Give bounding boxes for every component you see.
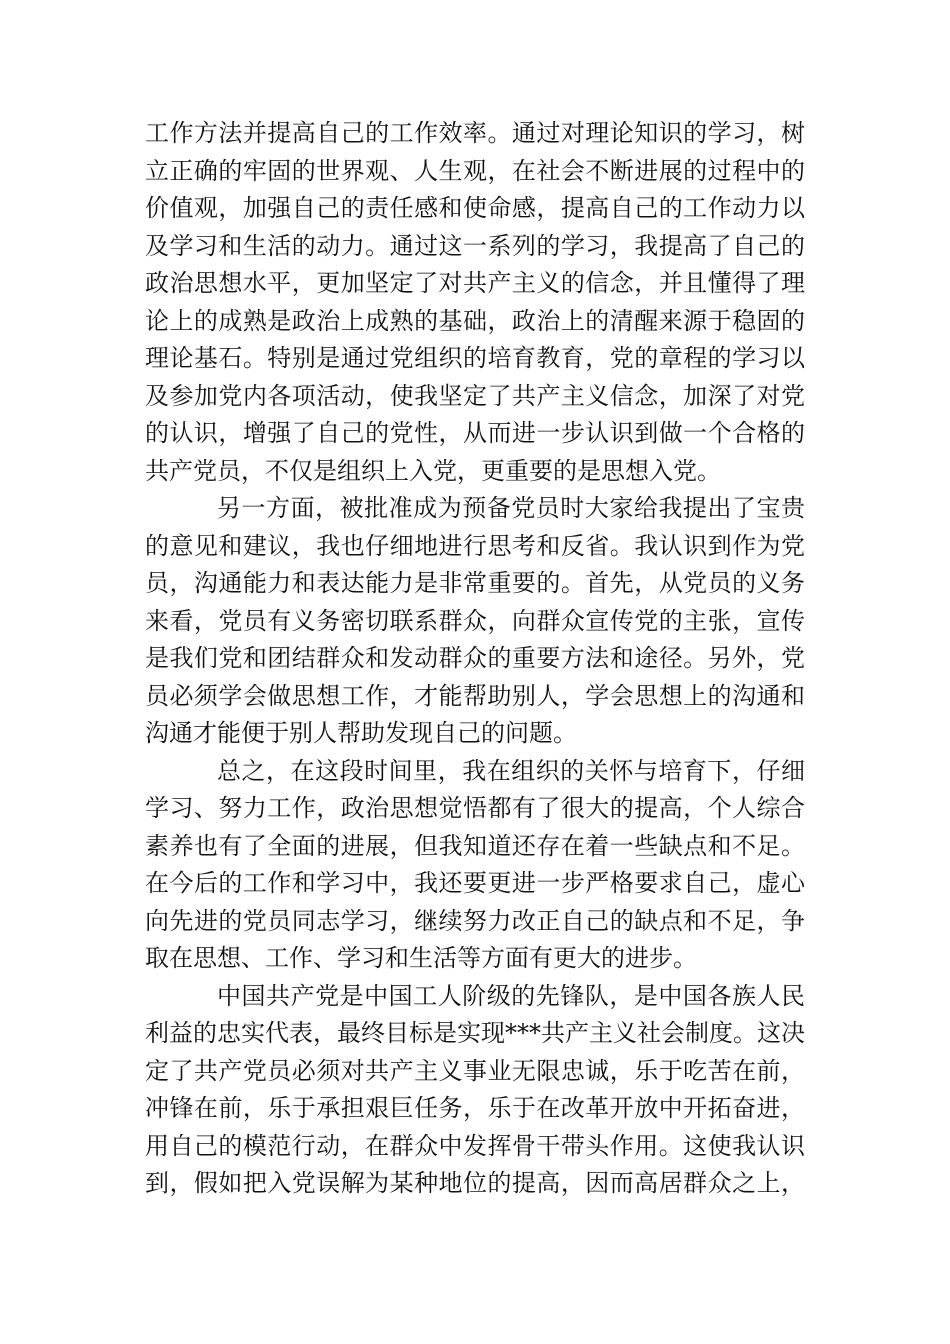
text-line: 定了共产党员必须对共产主义事业无限忠诚，乐于吃苦在前， <box>145 1056 805 1085</box>
paragraph-3 <box>145 753 805 978</box>
text-line: 沟通才能便于别人帮助发现自己的问题。 <box>145 719 577 747</box>
text-line: 的认识，增强了自己的党性，从而进一步认识到做一个合格的 <box>145 419 805 447</box>
text-line: 向先进的党员同志学习，继续努力改正自己的缺点和不足，争 <box>145 906 805 935</box>
text-line: 价值观，加强自己的责任感和使命感，提高自己的工作动力以 <box>145 194 805 222</box>
text-line: 冲锋在前，乐于承担艰巨任务，乐于在改革开放中开拓奋进， <box>145 1094 805 1122</box>
text-line: 员必须学会做思想工作，才能帮助别人，学会思想上的沟通和 <box>145 681 805 710</box>
text-line: 来看，党员有义务密切联系群众，向群众宣传党的主张，宣传 <box>145 606 805 635</box>
text-line: 立正确的牢固的世界观、人生观，在社会不断进展的过程中的 <box>145 156 805 185</box>
text-line: 论上的成熟是政治上成熟的基础，政治上的清醒来源于稳固的 <box>145 306 805 335</box>
document-body <box>145 115 805 1203</box>
paragraph-4 <box>145 978 805 1203</box>
text-line: 共产党员，不仅是组织上入党，更重要的是思想入党。 <box>145 456 721 485</box>
text-line: 素养也有了全面的进展，但我知道还存在着一些缺点和不足。 <box>145 831 805 860</box>
text-line: 员，沟通能力和表达能力是非常重要的。首先，从党员的义务 <box>145 569 805 597</box>
text-line: 用自己的模范行动，在群众中发挥骨干带头作用。这使我认识 <box>145 1131 805 1160</box>
text-line: 学习、努力工作，政治思想觉悟都有了很大的提高，个人综合 <box>145 794 805 822</box>
text-line: 总之，在这段时间里，我在组织的关怀与培育下，仔细 <box>217 756 805 785</box>
text-line: 在今后的工作和学习中，我还要更进一步严格要求自己，虚心 <box>145 869 805 897</box>
text-line: 及学习和生活的动力。通过这一系列的学习，我提高了自己的 <box>145 231 805 260</box>
paragraph-1 <box>145 115 805 490</box>
text-line: 利益的忠实代表，最终目标是实现***共产主义社会制度。这决 <box>145 1019 805 1047</box>
text-line: 是我们党和团结群众和发动群众的重要方法和途径。另外，党 <box>145 644 805 672</box>
text-line: 中国共产党是中国工人阶级的先锋队，是中国各族人民 <box>217 981 805 1010</box>
text-line: 到，假如把入党误解为某种地位的提高，因而高居群众之上， <box>145 1169 805 1197</box>
text-line: 工作方法并提高自己的工作效率。通过对理论知识的学习，树 <box>145 119 805 147</box>
text-line: 取在思想、工作、学习和生活等方面有更大的进步。 <box>145 944 697 972</box>
paragraph-2 <box>145 490 805 753</box>
text-line: 理论基石。特别是通过党组织的培育教育，党的章程的学习以 <box>145 344 805 372</box>
text-line: 及参加党内各项活动，使我坚定了共产主义信念，加深了对党 <box>145 381 805 410</box>
text-line: 政治思想水平，更加坚定了对共产主义的信念，并且懂得了理 <box>145 269 805 297</box>
text-line: 的意见和建议，我也仔细地进行思考和反省。我认识到作为党 <box>145 531 805 560</box>
text-line: 另一方面，被批准成为预备党员时大家给我提出了宝贵 <box>217 494 805 522</box>
